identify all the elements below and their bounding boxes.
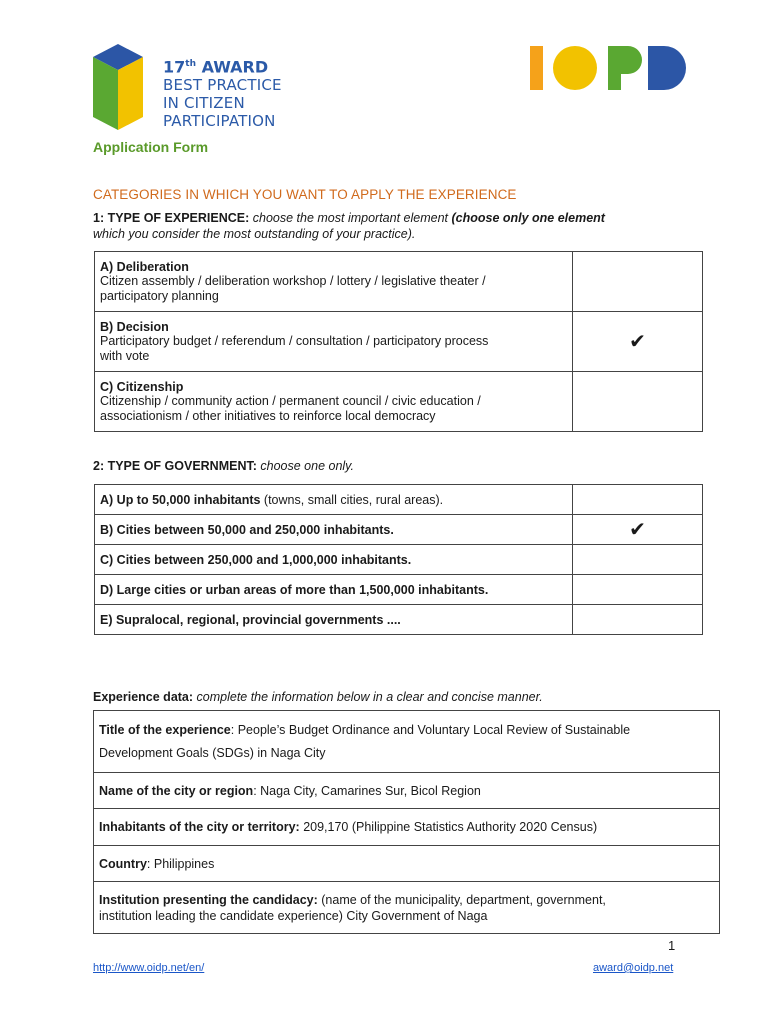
award-line-3: PARTICIPATION [163,112,276,131]
option-desc: (towns, small cities, rural areas). [260,492,444,507]
website-link[interactable]: http://www.oidp.net/en/ [93,962,205,974]
option-cell [95,605,573,635]
categories-heading: CATEGORIES IN WHICH YOU WANT TO APPLY THE EXPERIENCE [93,187,517,202]
experience-heading [93,690,543,704]
option-cell [95,372,573,432]
page-number: 1 [668,938,676,953]
field-label: Name of the city or region [99,783,254,798]
section1-instruction2: which you consider the most outstanding of your practice). [93,227,416,241]
section1-heading [93,210,693,242]
country-field[interactable] [94,846,720,882]
field-value: Development Goals (SDGs) in Naga City [99,745,326,760]
experience-instruction: complete the information below in a clear and concise manner. [193,690,543,704]
checkbox-cell[interactable] [573,372,703,432]
section1-emphasis: (choose only one element [451,211,605,225]
checkbox-cell[interactable] [573,545,703,575]
option-title: D) Large cities or urban areas of more than 1,500,000 inhabitants. [100,582,489,597]
field-value: : Philippines [146,856,215,871]
field-value: institution leading the candidate experience) City Government of Naga [99,908,488,923]
option-title: C) Cities between 250,000 and 1,000,000 inhabitants. [100,552,412,567]
option-desc: participatory planning [100,289,219,303]
award-line-2: IN CITIZEN [163,94,245,113]
experience-type-table [94,251,703,432]
inhabitants-field[interactable] [94,809,720,846]
option-desc: Citizenship / community action / permanent council / civic education / [100,394,481,408]
city-field[interactable] [94,773,720,809]
checkbox-cell[interactable] [573,575,703,605]
section2-heading [93,458,693,474]
table-row [94,809,720,846]
table-row [95,605,703,635]
field-value: (name of the municipality, department, government, [317,892,606,907]
experience-data-table [93,710,720,934]
option-desc: with vote [100,349,150,363]
section2-instruction: choose one only. [256,459,354,473]
section1-label: 1: TYPE OF EXPERIENCE: [93,211,250,225]
option-title: C) Citizenship [100,380,184,394]
option-cell [95,252,573,312]
checkbox-cell[interactable] [573,252,703,312]
field-label: Title of the experience [99,722,231,737]
option-cell [95,575,573,605]
table-row [94,773,720,809]
table-row [95,575,703,605]
option-title: B) Cities between 50,000 and 250,000 inhabitants. [100,522,394,537]
field-value: : People’s Budget Ordinance and Voluntary Local Review of Sustainable [230,722,631,737]
field-value: 209,170 (Philippine Statistics Authority 2020 Census) [299,820,598,834]
option-desc: Participatory budget / referendum / consultation / participatory process [100,334,489,348]
field-value: : Naga City, Camarines Sur, Bicol Region [253,783,481,798]
option-cell [95,485,573,515]
form-title: Application Form [93,139,209,155]
government-type-table [94,484,703,635]
award-number: 17 [163,57,186,77]
field-label: Country [99,856,147,871]
award-cube-logo [93,44,143,130]
experience-label: Experience data: [93,690,194,704]
award-line-1: BEST PRACTICE [163,76,282,95]
checkmark-icon[interactable]: ✔ [573,312,703,372]
checkbox-cell[interactable] [573,485,703,515]
option-cell [95,515,573,545]
table-row [94,711,720,773]
table-row [95,515,703,545]
award-word: AWARD [201,57,269,77]
table-row [95,252,703,312]
award-suffix: th [185,59,196,69]
award-title [163,55,282,130]
table-row [95,545,703,575]
iopd-logo [530,44,692,92]
option-title: A) Up to 50,000 inhabitants [100,492,261,507]
table-row [95,372,703,432]
option-desc: associationism / other initiatives to reinforce local democracy [100,409,436,423]
field-label: Institution presenting the candidacy: [99,892,318,907]
option-cell [95,545,573,575]
option-desc: Citizen assembly / deliberation workshop / lottery / legislative theater / [100,274,486,288]
section1-instruction: choose the most important element [249,211,452,225]
checkbox-cell[interactable] [573,605,703,635]
option-title: B) Decision [100,320,169,334]
section2-label: 2: TYPE OF GOVERNMENT: [93,459,257,473]
table-row [94,882,720,934]
experience-title-field[interactable] [94,711,720,773]
table-row [95,485,703,515]
table-row [95,312,703,372]
field-label: Inhabitants of the city or territory: [99,820,300,834]
institution-field[interactable] [94,882,720,934]
email-link[interactable]: award@oidp.net [593,962,674,974]
option-cell [95,312,573,372]
table-row [94,846,720,882]
option-title: E) Supralocal, regional, provincial governments .... [100,612,401,627]
checkmark-icon[interactable]: ✔ [573,515,703,545]
option-title: A) Deliberation [100,260,189,274]
